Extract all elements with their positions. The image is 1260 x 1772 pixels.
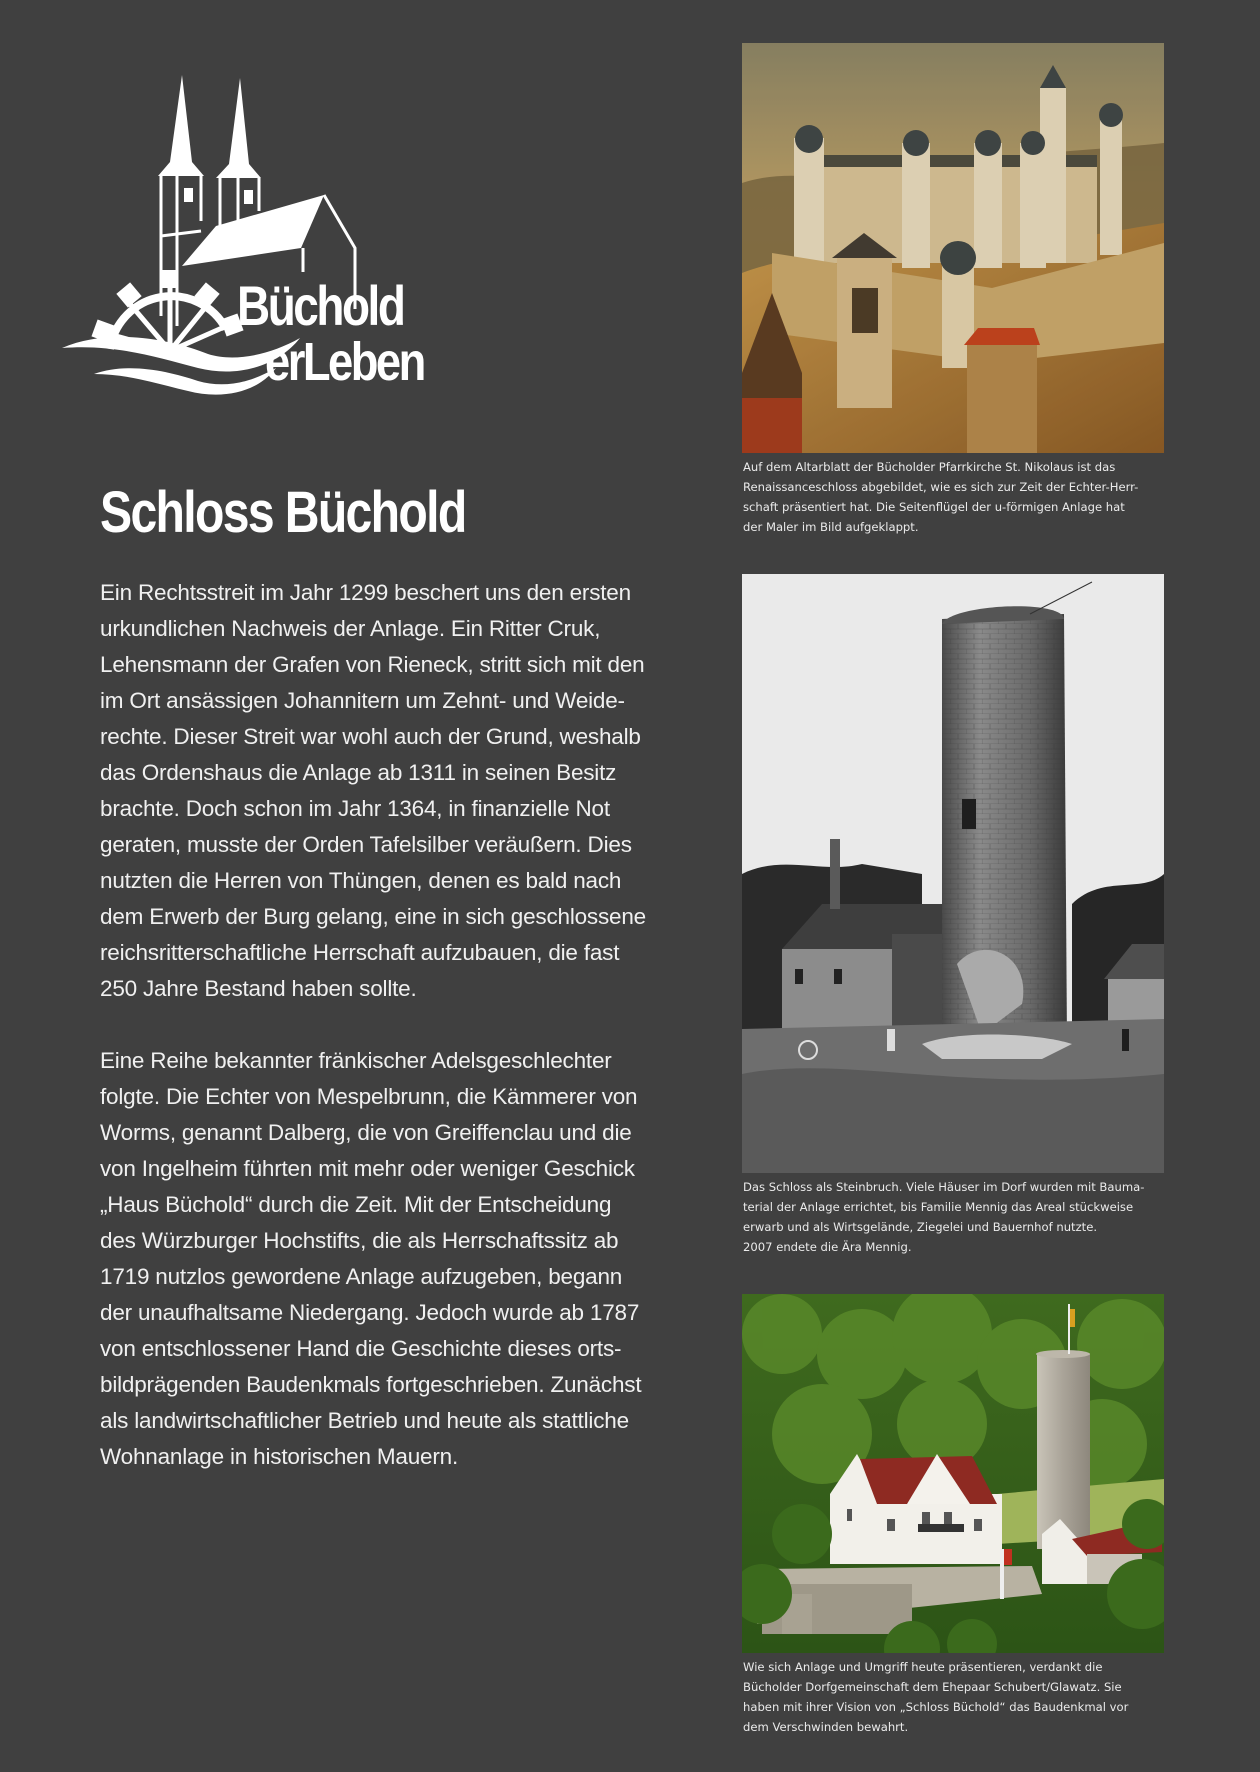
text-line: folgte. Die Echter von Mespelbrunn, die Kämmerer von [100, 1084, 638, 1109]
text-line: als landwirtschaftlicher Betrieb und heute als stattliche [100, 1408, 629, 1433]
caption-line: dem Verschwinden bewahrt. [743, 1720, 909, 1734]
text-line: Lehensmann der Grafen von Rieneck, stritt sich mit den [100, 652, 645, 677]
text-line: 250 Jahre Bestand haben sollte. [100, 976, 417, 1001]
text-line: 1719 nutzlos gewordene Anlage aufzugeben, begann [100, 1264, 623, 1289]
text-line: brachte. Doch schon im Jahr 1364, in finanzielle Not [100, 796, 610, 821]
photo-present-day [742, 1294, 1164, 1653]
text-line: der unaufhaltsame Niedergang. Jedoch wurde ab 1787 [100, 1300, 640, 1325]
photo-caption [743, 1177, 1173, 1257]
caption-line: Wie sich Anlage und Umgriff heute präsentieren, verdankt die [743, 1660, 1103, 1674]
text-line: im Ort ansässigen Johannitern um Zehnt- und Weide- [100, 688, 625, 713]
caption-line: terial der Anlage errichtet, bis Familie Mennig das Areal stückweise [743, 1200, 1134, 1214]
body-text [100, 575, 700, 1511]
paragraph-1 [100, 575, 700, 1007]
text-line: nutzten die Herren von Thüngen, denen es bald nach [100, 868, 622, 893]
text-line: Ein Rechtsstreit im Jahr 1299 beschert uns den ersten [100, 580, 631, 605]
text-line: des Würzburger Hochstifts, die als Herrschaftssitz ab [100, 1228, 619, 1253]
text-line: urkundlichen Nachweis der Anlage. Ein Ritter Cruk, [100, 616, 601, 641]
logo [58, 66, 438, 396]
photo-caption [743, 1657, 1173, 1737]
photo-caption [743, 457, 1173, 537]
caption-line: erwarb und als Wirtsgelände, Ziegelei und Bauernhof nutzte. [743, 1220, 1098, 1234]
photo-historic-tower [742, 574, 1164, 1173]
logo-text-bucheold: Büchold [237, 274, 404, 337]
caption-line: Renaissanceschloss abgebildet, wie es sich zur Zeit der Echter-Herr- [743, 480, 1139, 494]
caption-line: 2007 endete die Ära Mennig. [743, 1240, 912, 1254]
text-line: das Ordenshaus die Anlage ab 1311 in seinen Besitz [100, 760, 617, 785]
text-line: bildprägenden Baudenkmals fortgeschrieben. Zunächst [100, 1372, 642, 1397]
paragraph-2 [100, 1043, 700, 1475]
text-line: rechte. Dieser Streit war wohl auch der Grund, weshalb [100, 724, 641, 749]
caption-line: schaft präsentiert hat. Die Seitenflügel der u-förmigen Anlage hat [743, 500, 1125, 514]
text-line: von Ingelheim führten mit mehr oder weniger Geschick [100, 1156, 635, 1181]
page-title: Schloss Büchold [100, 480, 466, 545]
caption-line: der Maler im Bild aufgeklappt. [743, 520, 919, 534]
text-line: von entschlossener Hand die Geschichte dieses orts- [100, 1336, 622, 1361]
logo-text-erleben: erLeben [265, 332, 424, 392]
caption-line: Bücholder Dorfgemeinschaft dem Ehepaar Schubert/Glawatz. Sie [743, 1680, 1122, 1694]
caption-line: haben mit ihrer Vision von „Schloss Büchold“ das Baudenkmal vor [743, 1700, 1129, 1714]
text-line: geraten, musste der Orden Tafelsilber veräußern. Dies [100, 832, 632, 857]
photo-altar-painting [742, 43, 1164, 453]
text-line: Eine Reihe bekannter fränkischer Adelsgeschlechter [100, 1048, 612, 1073]
caption-line: Das Schloss als Steinbruch. Viele Häuser im Dorf wurden mit Bauma- [743, 1180, 1145, 1194]
text-line: Worms, genannt Dalberg, die von Greiffenclau und die [100, 1120, 632, 1145]
text-line: Wohnanlage in historischen Mauern. [100, 1444, 459, 1469]
text-line: dem Erwerb der Burg gelang, eine in sich geschlossene [100, 904, 646, 929]
text-line: reichsritterschaftliche Herrschaft aufzubauen, die fast [100, 940, 620, 965]
caption-line: Auf dem Altarblatt der Bücholder Pfarrkirche St. Nikolaus ist das [743, 460, 1116, 474]
text-line: „Haus Büchold“ durch die Zeit. Mit der Entscheidung [100, 1192, 612, 1217]
